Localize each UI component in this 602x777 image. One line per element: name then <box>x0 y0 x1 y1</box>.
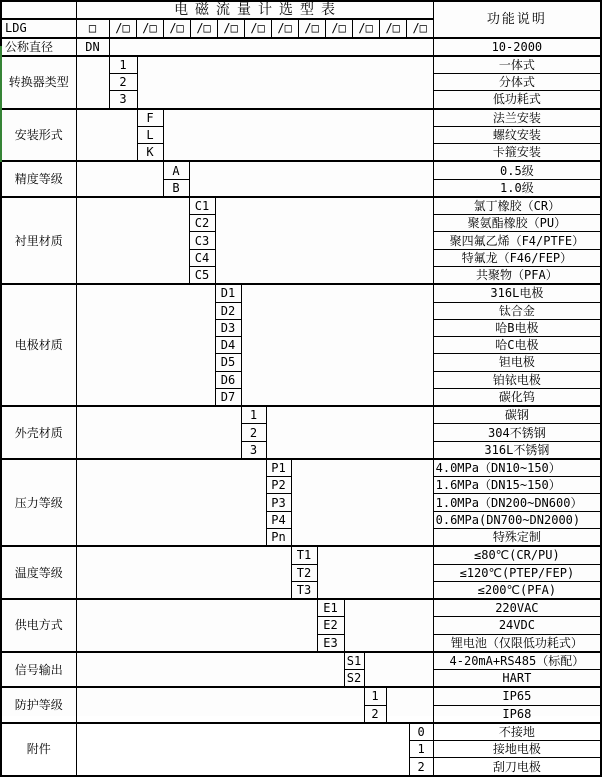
option-code: C1 <box>189 197 215 215</box>
group-label: 附件 <box>1 723 76 776</box>
option-row <box>1 599 601 617</box>
option-desc: 4.0MPa（DN10~150） <box>433 459 601 477</box>
option-code: E3 <box>317 634 344 652</box>
group-label: 转换器类型 <box>1 56 76 109</box>
spacer-cell <box>76 599 317 652</box>
model-first-box: □ <box>76 19 109 37</box>
model-slot-box: /□ <box>298 20 325 36</box>
option-desc: 锂电池（仅限低功耗式） <box>433 634 601 652</box>
option-desc: 特氟龙（F46/FEP） <box>433 249 601 266</box>
diameter-desc: 10-2000 <box>433 38 601 56</box>
option-row <box>1 197 601 215</box>
spacer-cell <box>109 38 433 56</box>
spacer-cell <box>364 652 433 688</box>
option-row <box>1 284 601 302</box>
option-desc: 220VAC <box>433 599 601 617</box>
option-code: C4 <box>189 249 215 266</box>
model-slot-box: /□ <box>217 20 244 36</box>
spacer-cell <box>344 599 433 652</box>
option-desc: 24VDC <box>433 617 601 634</box>
option-row <box>1 161 601 179</box>
option-row <box>1 56 601 74</box>
option-desc: 法兰安装 <box>433 109 601 127</box>
model-slot-box: /□ <box>325 20 352 36</box>
option-row <box>1 109 601 127</box>
spacer-cell <box>386 687 433 723</box>
option-code: F <box>137 109 163 127</box>
option-desc: 铂铱电极 <box>433 371 601 388</box>
option-code: 1 <box>241 406 266 424</box>
option-code: 1 <box>409 741 433 758</box>
group-label: 温度等级 <box>1 546 76 599</box>
option-desc: 氯丁橡胶（CR） <box>433 197 601 215</box>
option-desc: 分体式 <box>433 74 601 91</box>
spacer-cell <box>76 459 266 546</box>
option-desc: 碳钢 <box>433 406 601 424</box>
option-desc: 4-20mA+RS485（标配） <box>433 652 601 670</box>
option-code: 1 <box>109 56 137 74</box>
group-label: 电极材质 <box>1 284 76 406</box>
option-desc: 316L电极 <box>433 284 601 302</box>
spacer-cell <box>76 56 109 109</box>
group-label: 防护等级 <box>1 687 76 723</box>
diameter-row <box>1 38 601 56</box>
option-code: 3 <box>241 441 266 459</box>
spacer-cell <box>189 161 433 197</box>
model-slot-box: /□ <box>406 20 433 36</box>
spacer-cell <box>76 109 137 162</box>
option-row <box>1 652 601 670</box>
option-code: 1 <box>364 687 386 705</box>
option-row <box>1 406 601 424</box>
option-desc: 一体式 <box>433 56 601 74</box>
spacer-cell <box>76 161 163 197</box>
spacer-cell <box>76 284 215 406</box>
option-code: D6 <box>215 371 241 388</box>
spacer-cell <box>163 109 433 162</box>
option-desc: 共聚物（PFA） <box>433 266 601 284</box>
spacer-cell <box>137 56 433 109</box>
option-code: P3 <box>266 494 291 511</box>
spacer-cell <box>291 459 433 546</box>
option-desc: ≤120℃(PTEP/FEP) <box>433 564 601 581</box>
group-label: 外壳材质 <box>1 406 76 459</box>
spacer-cell <box>266 406 433 459</box>
option-row <box>1 546 601 564</box>
option-code: E1 <box>317 599 344 617</box>
option-desc: 1.6MPa（DN15~150） <box>433 477 601 494</box>
option-code: D1 <box>215 284 241 302</box>
option-desc: 特殊定制 <box>433 528 601 546</box>
option-desc: IP68 <box>433 705 601 723</box>
spacer-cell <box>76 723 409 776</box>
model-slot-box: /□ <box>163 20 190 36</box>
group-label: 供电方式 <box>1 599 76 652</box>
option-code: 2 <box>109 74 137 91</box>
option-row <box>1 459 601 477</box>
option-desc: 钽电极 <box>433 354 601 371</box>
option-desc: 1.0MPa（DN200~DN600） <box>433 494 601 511</box>
corner-cell <box>1 1 76 19</box>
option-code: D4 <box>215 337 241 354</box>
page-title: 电磁流量计选型表 <box>76 1 433 19</box>
option-desc: 哈C电极 <box>433 337 601 354</box>
option-code: A <box>163 161 189 179</box>
spacer-cell <box>76 546 291 599</box>
group-label: 精度等级 <box>1 161 76 197</box>
option-code: 2 <box>409 758 433 776</box>
diameter-code: DN <box>76 38 109 56</box>
spacer-cell <box>76 652 344 688</box>
option-desc: 不接地 <box>433 723 601 741</box>
group-label: 安装形式 <box>1 109 76 162</box>
option-desc: ≤200℃(PFA) <box>433 581 601 599</box>
model-slot-box: /□ <box>379 20 406 36</box>
option-code: B <box>163 179 189 197</box>
group-label: 压力等级 <box>1 459 76 546</box>
option-code: D5 <box>215 354 241 371</box>
option-desc: 0.6MPa(DN700~DN2000) <box>433 511 601 528</box>
option-code: C3 <box>189 232 215 249</box>
option-desc: ≤80℃(CR/PU) <box>433 546 601 564</box>
option-code: D3 <box>215 319 241 336</box>
title-row <box>1 1 601 19</box>
option-code: 2 <box>364 705 386 723</box>
model-slot-box: /□ <box>271 20 298 36</box>
group-label: 信号输出 <box>1 652 76 688</box>
option-desc: 碳化钨 <box>433 388 601 406</box>
option-code: 2 <box>241 424 266 441</box>
spacer-cell <box>76 687 364 723</box>
option-code: S1 <box>344 652 364 670</box>
function-column-header: 功能说明 <box>433 1 601 38</box>
model-slot-strip <box>109 19 433 37</box>
spacer-cell <box>215 197 433 284</box>
option-desc: 螺纹安装 <box>433 126 601 143</box>
spacer-cell <box>76 406 241 459</box>
spacer-cell <box>317 546 433 599</box>
option-code: Pn <box>266 528 291 546</box>
option-row <box>1 723 601 741</box>
spacer-cell <box>76 197 189 284</box>
option-code: C5 <box>189 266 215 284</box>
scan-artifact <box>0 46 2 162</box>
option-code: 0 <box>409 723 433 741</box>
model-slot-box: /□ <box>352 20 379 36</box>
option-desc: 低功耗式 <box>433 91 601 109</box>
option-desc: IP65 <box>433 687 601 705</box>
option-code: D7 <box>215 388 241 406</box>
option-code: P1 <box>266 459 291 477</box>
option-code: T2 <box>291 564 317 581</box>
option-desc: HART <box>433 670 601 688</box>
option-code: S2 <box>344 670 364 688</box>
option-code: K <box>137 144 163 162</box>
option-code: T3 <box>291 581 317 599</box>
option-desc: 1.0级 <box>433 179 601 197</box>
option-desc: 0.5级 <box>433 161 601 179</box>
option-desc: 304不锈钢 <box>433 424 601 441</box>
spacer-cell <box>241 284 433 406</box>
option-code: D2 <box>215 302 241 319</box>
model-slot-box: /□ <box>244 20 271 36</box>
option-desc: 刮刀电极 <box>433 758 601 776</box>
option-desc: 316L不锈钢 <box>433 441 601 459</box>
option-row <box>1 687 601 705</box>
option-code: E2 <box>317 617 344 634</box>
model-slot-box: /□ <box>115 21 130 36</box>
option-code: 3 <box>109 91 137 109</box>
option-code: T1 <box>291 546 317 564</box>
option-code: P4 <box>266 511 291 528</box>
model-slot-box: /□ <box>136 20 163 36</box>
option-desc: 钛合金 <box>433 302 601 319</box>
group-label: 衬里材质 <box>1 197 76 284</box>
option-code: L <box>137 126 163 143</box>
option-desc: 哈B电极 <box>433 319 601 336</box>
option-desc: 接地电极 <box>433 741 601 758</box>
option-desc: 卡箍安装 <box>433 144 601 162</box>
option-code: P2 <box>266 477 291 494</box>
option-code: C2 <box>189 215 215 232</box>
model-prefix: LDG <box>1 19 76 37</box>
group-label-diameter: 公称直径 <box>1 38 76 56</box>
option-desc: 聚四氟乙烯（F4/PTFE） <box>433 232 601 249</box>
model-slot-box: /□ <box>190 20 217 36</box>
option-desc: 聚氨酯橡胶（PU） <box>433 215 601 232</box>
